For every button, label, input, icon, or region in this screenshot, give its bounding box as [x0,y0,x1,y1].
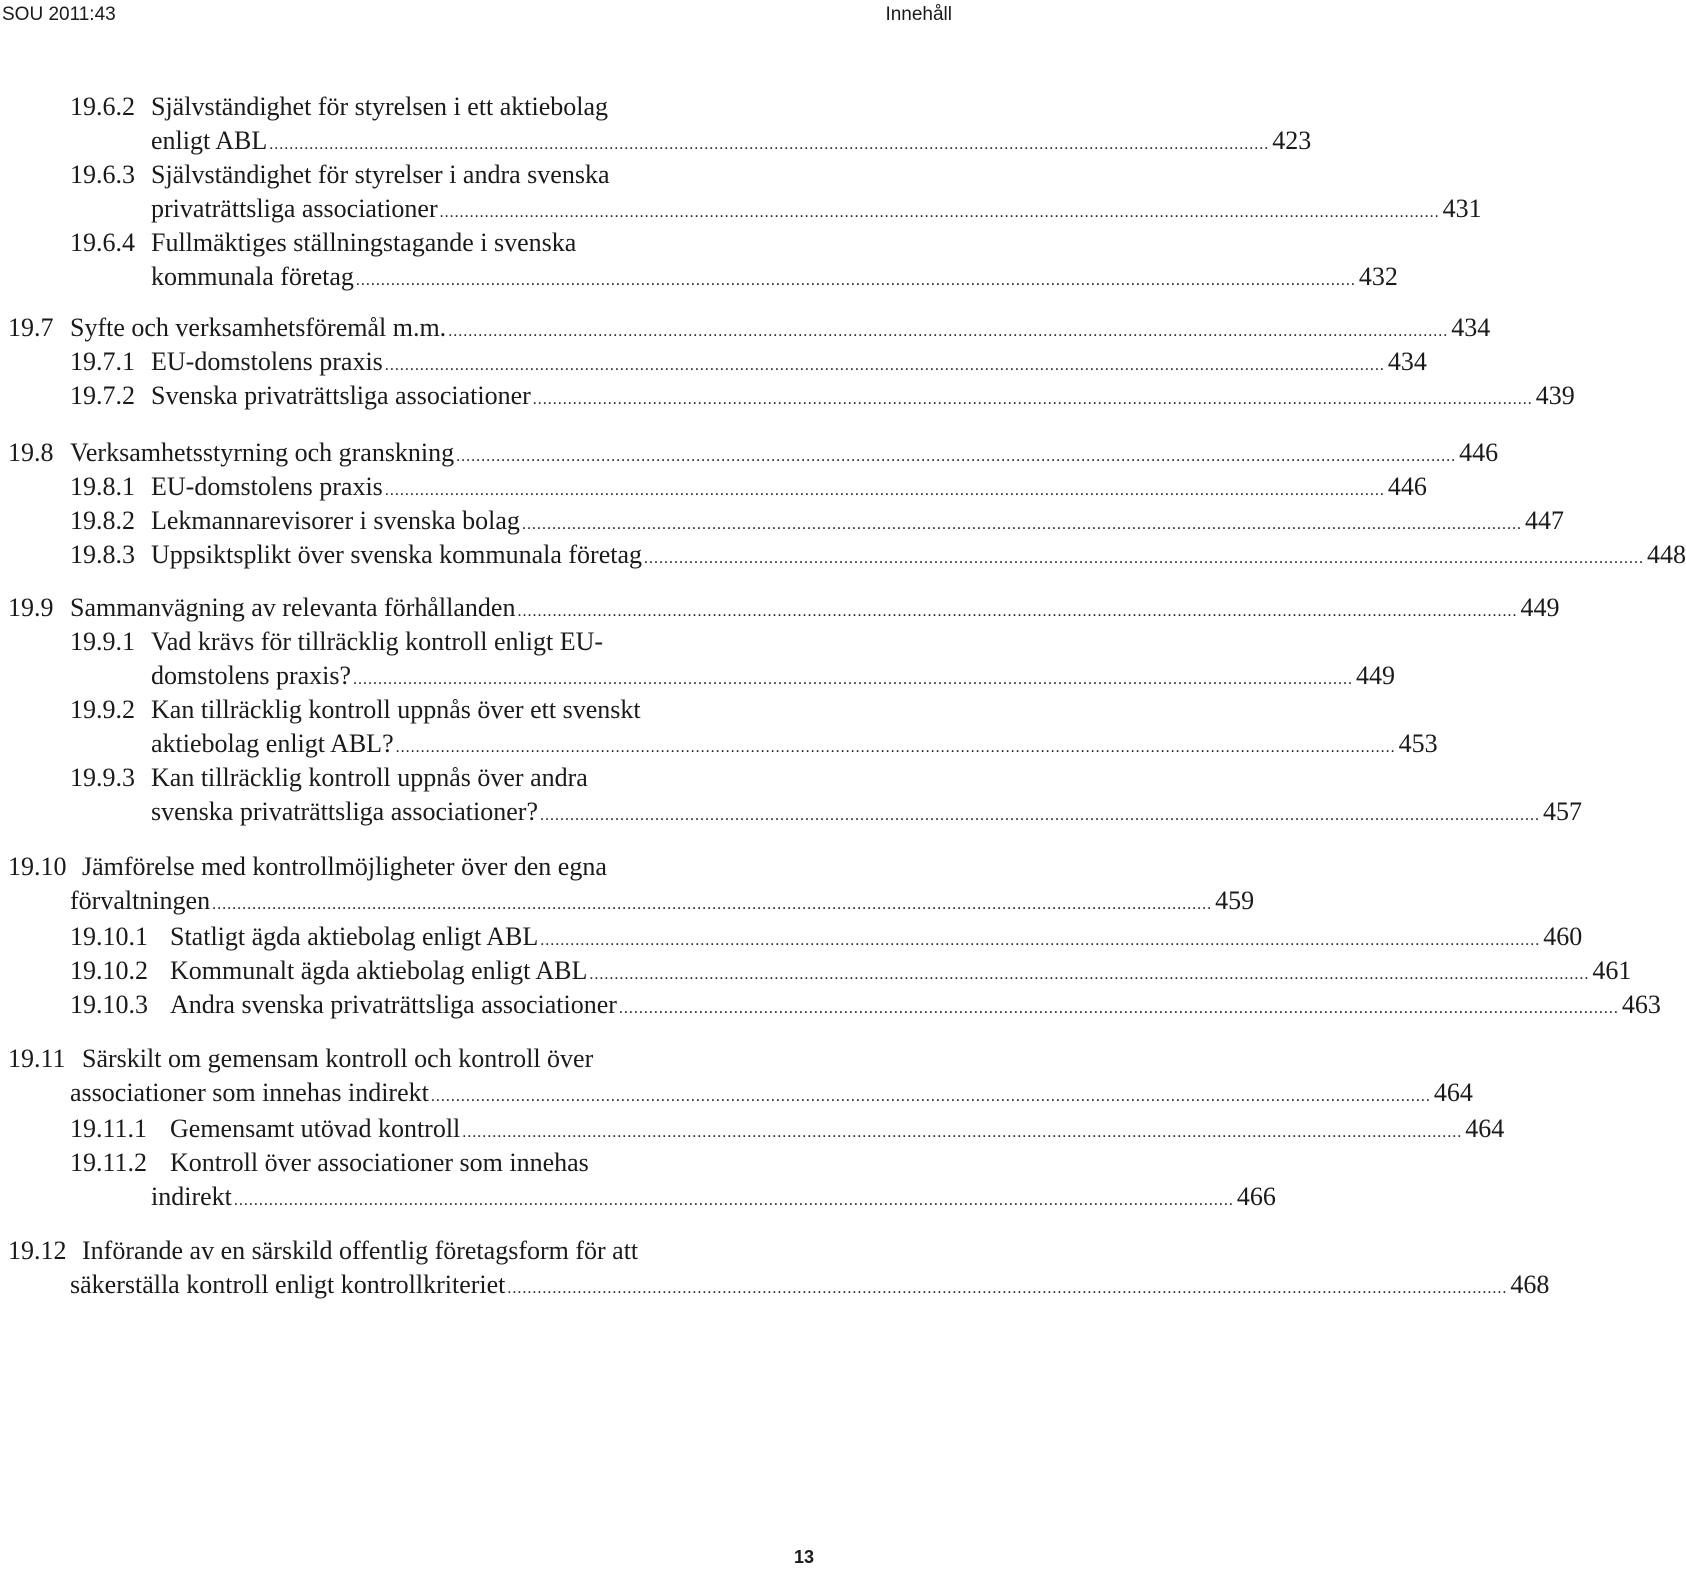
toc-entry-number: 19.10 [8,852,67,881]
toc-entry-page: 457 [1542,797,1582,826]
toc-entry-title-line: EU-domstolens praxis [151,347,383,376]
toc-entry-title-line: kommunala företag [151,262,354,291]
toc-entry-title-line: svenska privaträttsliga associationer? [151,797,538,826]
toc-entry-link[interactable] [70,1076,1473,1114]
toc-entry-link[interactable] [151,345,1427,383]
toc-entry-number: 19.8.3 [70,540,135,569]
toc-entry-title-line: associationer som innehas indirekt [70,1078,429,1107]
toc-entry-page: 466 [1236,1182,1276,1211]
toc-entry-title-line: EU-domstolens praxis [151,472,383,501]
dot-leader: ........................................................................................................................................................................................................ [644,550,1645,567]
toc-entry-title-line: Jämförelse med kontrollmöjligheter över den egna [82,852,607,881]
toc-entry-link[interactable] [151,192,1482,230]
dot-leader: ........................................................................................................................................................................................................ [532,391,1533,408]
dot-leader: ........................................................................................................................................................................................................ [448,323,1449,340]
dot-leader: ........................................................................................................................................................................................................ [355,272,1356,289]
toc-entry-title-line: Kan tillräcklig kontroll uppnås över ett svenskt [151,695,641,724]
toc-entry-number: 19.8.2 [70,506,135,535]
dot-leader: ........................................................................................................................................................................................................ [430,1088,1431,1105]
toc-entry-number: 19.10.2 [70,956,148,985]
toc-entry-title-line: Kommunalt ägda aktiebolag enligt ABL [170,956,588,985]
toc-entry-title-line: Sammanvägning av relevanta förhållanden [70,593,516,622]
toc-entry-number: 19.9 [8,593,54,622]
toc-entry-link[interactable] [70,884,1255,922]
toc-entry-title-line: Syfte och verksamhetsföremål m.m. [70,313,447,342]
dot-leader: ........................................................................................................................................................................................................ [395,739,1396,756]
dot-leader: ........................................................................................................................................................................................................ [353,671,1354,688]
toc-entry-title-line: säkerställa kontroll enligt kontrollkriteriet [70,1270,506,1299]
dot-leader: ........................................................................................................................................................................................................ [269,136,1270,153]
toc-entry-number: 19.9.2 [70,695,135,724]
toc-entry-page: 463 [1621,990,1661,1019]
toc-entry-link[interactable] [151,260,1398,298]
toc-entry-link[interactable] [151,504,1564,542]
toc-entry-title-line: Införande av en särskild offentlig företagsform för att [82,1236,639,1265]
toc-entry-link[interactable] [70,1268,1550,1306]
running-header-left: SOU 2011:43 [2,4,116,25]
toc-entry-number: 19.11.2 [70,1148,148,1177]
toc-entry-title-line: Lekmannarevisorer i svenska bolag [151,506,520,535]
toc-entry-page: 449 [1520,593,1560,622]
toc-entry-number: 19.7 [8,313,54,342]
toc-entry-number: 19.6.4 [70,228,135,257]
toc-entry-page: 423 [1272,126,1312,155]
dot-leader: ........................................................................................................................................................................................................ [618,1000,1619,1017]
toc-entry-number: 19.9.3 [70,763,135,792]
dot-leader: ........................................................................................................................................................................................................ [589,966,1590,983]
toc-entry-page: 446 [1459,438,1499,467]
running-header-right: Innehåll [885,4,952,25]
toc-entry-link[interactable] [70,436,1499,474]
toc-entry-number: 19.9.1 [70,627,135,656]
dot-leader: ........................................................................................................................................................................................................ [521,516,1522,533]
toc-entry-link[interactable] [170,954,1632,992]
toc-entry-link[interactable] [151,538,1686,576]
toc-entry-link[interactable] [170,1112,1505,1150]
dot-leader: ........................................................................................................................................................................................................ [212,896,1213,913]
toc-entry-title-line: Verksamhetsstyrning och granskning [70,438,455,467]
toc-entry-title-line: Fullmäktiges ställningstagande i svenska [151,228,577,257]
toc-entry-page: 460 [1543,922,1583,951]
toc-entry-link[interactable] [151,659,1396,697]
toc-entry-title-line: enligt ABL [151,126,268,155]
toc-entry-page: 468 [1510,1270,1550,1299]
toc-entry-title-line: Vad krävs för tillräcklig kontroll enligt EU- [151,627,604,656]
toc-entry-number: 19.12 [8,1236,67,1265]
toc-entry-page: 439 [1535,381,1575,410]
toc-entry-link[interactable] [151,470,1427,508]
toc-entry-page: 431 [1442,194,1482,223]
toc-entry-page: 464 [1465,1114,1505,1143]
toc-entry-number: 19.10.3 [70,990,148,1019]
toc-entry-link[interactable] [151,1180,1276,1218]
toc-entry-number: 19.7.1 [70,347,135,376]
toc-entry-link[interactable] [70,591,1560,629]
toc-entry-number: 19.11.1 [70,1114,148,1143]
toc-entry-title-line: Statligt ägda aktiebolag enligt ABL [170,922,539,951]
toc-entry-number: 19.6.2 [70,92,135,121]
dot-leader: ........................................................................................................................................................................................................ [439,204,1440,221]
toc-entry-title-line: Andra svenska privaträttsliga associationer [170,990,617,1019]
toc-entry-link[interactable] [151,379,1575,417]
toc-entry-page: 434 [1387,347,1427,376]
dot-leader: ........................................................................................................................................................................................................ [233,1192,1234,1209]
toc-entry-page: 434 [1451,313,1491,342]
toc-entry-page: 448 [1647,540,1686,569]
toc-entry-title-line: Särskilt om gemensam kontroll och kontroll över [82,1044,594,1073]
toc-entry-number: 19.10.1 [70,922,148,951]
toc-entry-title-line: Svenska privaträttsliga associationer [151,381,531,410]
page-number: 13 [793,1547,814,1567]
toc-entry-page: 449 [1356,661,1396,690]
toc-entry-page: 447 [1524,506,1564,535]
toc-entry-page: 453 [1398,729,1438,758]
toc-entry-number: 19.8.1 [70,472,135,501]
dot-leader: ........................................................................................................................................................................................................ [517,603,1518,620]
toc-entry-number: 19.6.3 [70,160,135,189]
toc-entry-title-line: Självständighet för styrelser i andra svenska [151,160,610,189]
toc-entry-page: 461 [1592,956,1632,985]
dot-leader: ........................................................................................................................................................................................................ [539,807,1540,824]
toc-entry-title-line: Uppsiktsplikt över svenska kommunala företag [151,540,643,569]
toc-entry-title-line: Kontroll över associationer som innehas [170,1148,589,1177]
toc-entry-link[interactable] [70,311,1491,349]
toc-entry-link[interactable] [170,988,1661,1026]
dot-leader: ........................................................................................................................................................................................................ [384,357,1385,374]
dot-leader: ........................................................................................................................................................................................................ [384,482,1385,499]
toc-entry-link[interactable] [151,727,1438,765]
toc-entry-page: 464 [1433,1078,1473,1107]
toc-entry-number: 19.8 [8,438,54,467]
toc-entry-title-line: privaträttsliga associationer [151,194,438,223]
dot-leader: ........................................................................................................................................................................................................ [507,1280,1508,1297]
dot-leader: ........................................................................................................................................................................................................ [456,448,1457,465]
toc-entry-title-line: Självständighet för styrelsen i ett aktiebolag [151,92,609,121]
toc-entry-number: 19.7.2 [70,381,135,410]
toc-entry-link[interactable] [170,920,1583,958]
toc-entry-page: 432 [1358,262,1398,291]
toc-entry-link[interactable] [151,124,1312,162]
toc-entry-title-line: Kan tillräcklig kontroll uppnås över andra [151,763,588,792]
toc-entry-page: 446 [1387,472,1427,501]
toc-entry-title-line: förvaltningen [70,886,211,915]
dot-leader: ........................................................................................................................................................................................................ [462,1124,1463,1141]
toc-entry-title-line: domstolens praxis? [151,661,352,690]
toc-entry-page: 459 [1215,886,1255,915]
toc-entry-link[interactable] [151,795,1582,833]
dot-leader: ........................................................................................................................................................................................................ [540,932,1541,949]
toc-entry-title-line: aktiebolag enligt ABL? [151,729,394,758]
toc-entry-number: 19.11 [8,1044,66,1073]
toc-entry-title-line: indirekt [151,1182,232,1211]
toc-entry-title-line: Gemensamt utövad kontroll [170,1114,461,1143]
